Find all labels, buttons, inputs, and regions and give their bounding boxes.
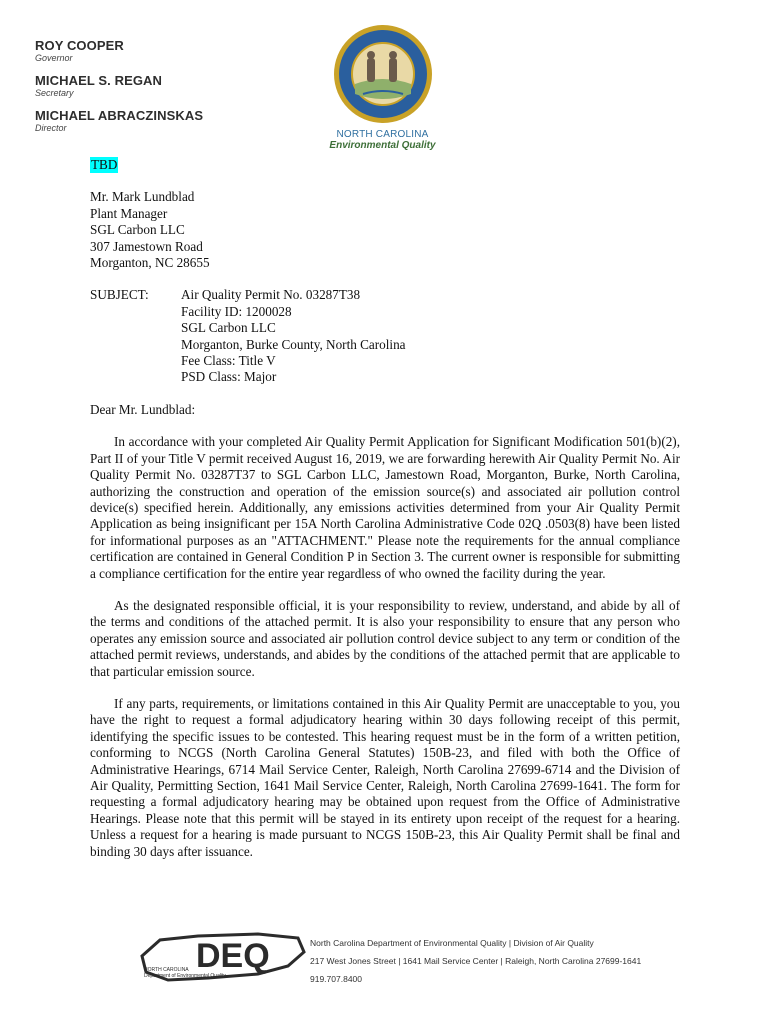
logo-wordmark: DEQ xyxy=(196,937,270,975)
subject-lines xyxy=(181,287,406,385)
address-line: 307 Jamestown Road xyxy=(90,238,203,254)
subject-line: PSD Class: Major xyxy=(181,369,277,385)
logo-small-1: NORTH CAROLINA xyxy=(144,967,189,973)
subject-line: Morganton, Burke County, North Carolina xyxy=(181,336,406,352)
salutation: Dear Mr. Lundblad: xyxy=(90,401,196,417)
subject-line: Facility ID: 1200028 xyxy=(181,303,292,319)
official-title: Governor xyxy=(35,53,73,63)
logo-small-2: Department of Environmental Quality xyxy=(144,973,226,979)
body-paragraph: In accordance with your completed Air Quality Permit Application for Significant Modification 501(b)(2), Part II of your Title V permit received August 16, 2019, we are forwarding herewith Air Quality Permit No. Air Quality Permit No. 03287T37 to SGL Carbon LLC, Jamestown Road, Morganton, Burke, North Carolina, authorizing the construction and operation of the emission source(s) and associated air pollution control device(s) specified herein. Additionally, any emissions activities determined from your Air Quality Permit Application as being insignificant per 15A North Carolina Administrative Code 02Q .0503(8) have been listed for informational purposes as an "ATTACHMENT." Please note the requirements for the annual compliance certification are contained in General Condition P in Section 3. The current owner is responsible for submitting a compliance certification for the entire year regardless of who owned the facility during the year. xyxy=(90,434,680,581)
footer-contact xyxy=(310,934,710,988)
subject-line: SGL Carbon LLC xyxy=(181,320,276,336)
deq-logo-icon xyxy=(138,922,308,990)
subject-line: Air Quality Permit No. 03287T38 xyxy=(181,287,361,303)
officials-block xyxy=(35,38,295,143)
agency-wordmark xyxy=(310,129,455,151)
official-title: Director xyxy=(35,123,67,133)
footer-line-1: North Carolina Department of Environmental Quality | Division of Air Quality xyxy=(310,938,594,948)
footer-line-2: 217 West Jones Street | 1641 Mail Service Center | Raleigh, North Carolina 27699-1641 xyxy=(310,956,642,966)
subject-label: SUBJECT: xyxy=(90,287,149,303)
official-title: Secretary xyxy=(35,88,74,98)
subject-line: Fee Class: Title V xyxy=(181,353,276,369)
subject-block xyxy=(90,287,680,385)
agency-line-2: Environmental Quality xyxy=(329,140,436,151)
agency-line-1: NORTH CAROLINA xyxy=(336,129,429,140)
letter-date xyxy=(90,157,680,173)
official-name: ROY COOPER xyxy=(35,38,124,53)
footer-line-3: 919.707.8400 xyxy=(310,974,362,984)
address-line: Mr. Mark Lundblad xyxy=(90,189,195,205)
official-name: MICHAEL ABRACZINSKAS xyxy=(35,108,204,123)
body-paragraph: If any parts, requirements, or limitations contained in this Air Quality Permit are unacceptable to you, you have the right to request a formal adjudicatory hearing within 30 days following receipt of this permit, identifying the specific issues to be contested. This hearing request must be in the form of a written petition, conforming to NCGS (North Carolina General Statutes) 150B-23, and filed with both the Office of Administrative Hearings, 6714 Mail Service Center, Raleigh, North Carolina 27699-6714 and the Division of Air Quality, Permitting Section, 1641 Mail Service Center, Raleigh, North Carolina 27699-1641. The form for requesting a formal adjudicatory hearing may be obtained upon request from the Office of Administrative Hearings. Please note that this permit will be stayed in its entirety upon receipt of the request for a hearing. Unless a request for a hearing is made pursuant to NCGS 150B-23, this Air Quality Permit shall be final and binding 30 days after issuance. xyxy=(90,695,680,859)
date-highlight: TBD xyxy=(91,157,118,172)
letter-body xyxy=(90,157,680,860)
address-line: Morganton, NC 28655 xyxy=(90,255,210,271)
address-line: Plant Manager xyxy=(90,205,168,221)
recipient-address xyxy=(90,189,680,271)
state-seal-icon xyxy=(333,24,433,124)
body-paragraph: As the designated responsible official, it is your responsibility to review, understand, and abide by all of the terms and conditions of the attached permit. It is also your responsibility to ensure that any person who operates any emission source and associated air pollution control device subject to any term or condition of the attached permit reviews, understands, and abides by the conditions of the attached permit that are applicable to that particular emission source. xyxy=(90,597,680,679)
address-line: SGL Carbon LLC xyxy=(90,222,185,238)
official-name: MICHAEL S. REGAN xyxy=(35,73,163,88)
